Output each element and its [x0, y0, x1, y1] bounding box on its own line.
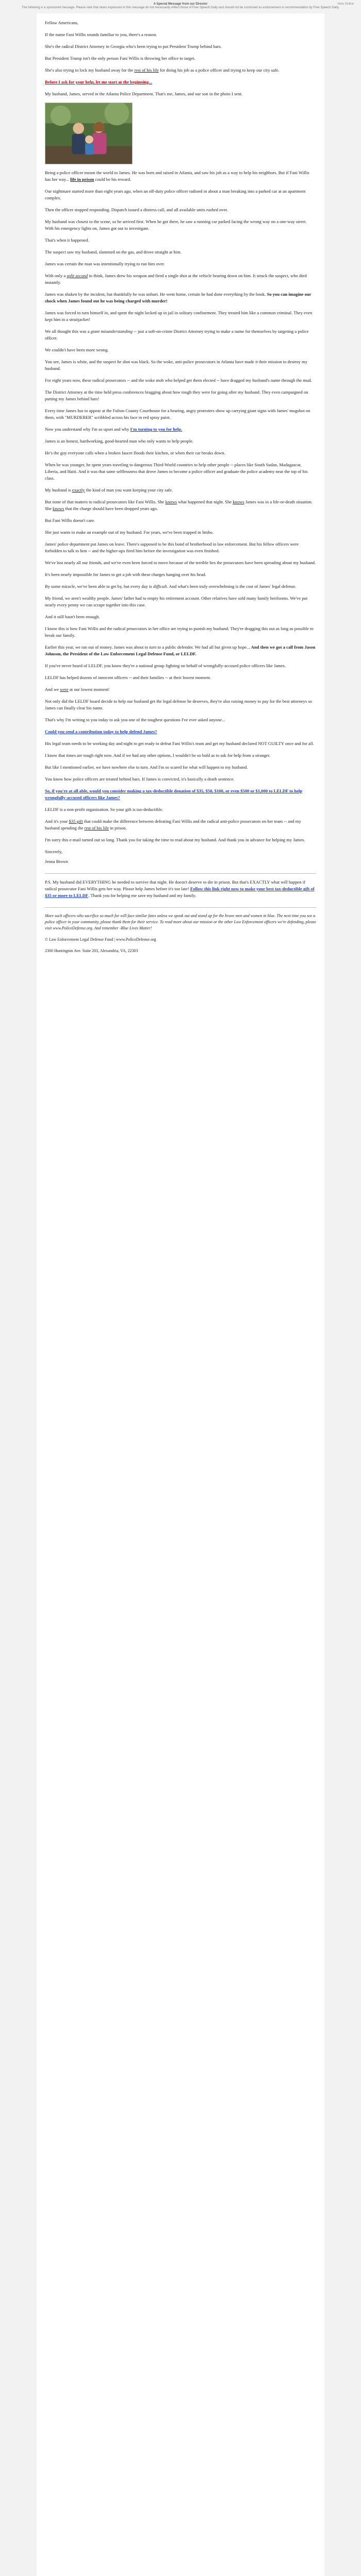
preheader-disclaimer: The following is a sponsored message. Please note that views expressed in this message do not necessarily reflect those of Free Speech Daily and should not be construed as endorsement or recommendation by Free Speech Daily. [22, 6, 339, 9]
paragraph: I know that times are tough right now. And if we had any other options, I wouldn't be so bold as to ask for help from a stranger. [45, 753, 271, 758]
view-online-link[interactable]: View Online [337, 3, 354, 6]
signature-block [45, 849, 316, 865]
paragraph: We couldn't have been more wrong. [45, 347, 109, 352]
paragraph: That's why I'm writing to you today to ask you one of the toughest questions I've ever asked anyone... [45, 717, 225, 722]
paragraph: Being a police officer meant the world to James. He was born and raised in Atlanta, and saw his job as a way to help his neighbors. But if Fani Willis has her way... life in prison could be his reward. [45, 170, 309, 182]
paragraph: My husband was closest to the scene, so he arrived first. When he got there, he saw a running car parked facing the wrong way on a one-way street. With his emergency lights on, James got out to investigate. [45, 219, 307, 231]
paragraph: Then the officer stopped responding. Dispatch issued a distress call, and all available units rushed over. [45, 207, 228, 212]
paragraph: His legal team needs to be working day and night to get ready to defeat Fani Willis's team and get my husband declared NOT GUILTY once and for all. [45, 741, 314, 746]
divider [45, 907, 316, 908]
paragraph: If you've never heard of LELDF, you know they're a national group fighting on behalf of wrongfully-accused police officers like James. [45, 663, 286, 668]
mission-note: More such officers who sacrifice so much for will face similar fates unless we speak out and stand up for the brave men and women in blue. The next time you see a police officer in your community, please thank them for their service. To read more about our mission or the other Law Enforcement officers we're defending, please visit www.PoliceDefense.org. And remember -Blue Lives Matter! [45, 913, 316, 930]
preheader-title: A Special Message from our Director [153, 3, 208, 6]
paragraph: And we were at our lowest moment! [45, 687, 110, 692]
paragraph: It's been nearly impossible for James to get a job with these charges hanging over his head. [45, 572, 206, 577]
paragraph: James is an honest, hardworking, good-hearted man who only wants to help people. [45, 438, 194, 444]
begin-story-link[interactable]: Before I ask for your help, let me start at the beginning... [45, 79, 152, 84]
paragraph: James was shaken by the incident, but thankfully he was unhurt. He went home, certain he had done everything by the book. So you can imagine our shock when James found out he was being charged with murder! [45, 292, 311, 303]
paragraph: James was certain the man was intentionally trying to run him over. [45, 261, 165, 266]
paragraph: I know this is how Fani Willis and the radical prosecutors in her office are trying to punish my husband. They're dragging this out as long as possible to break our family. [45, 626, 314, 638]
paragraph: By some miracle, we've been able to get by, but every day is difficult. And what's been truly overwhelming is the cost of James' legal defense. [45, 584, 297, 589]
paragraph: She's the radical District Attorney in Georgia who's been trying to put President Trump behind bars. [45, 44, 222, 49]
paragraph: My husband, James, served in the Atlanta Police Department. That's me, James, and our son in the photo I sent. [45, 91, 243, 96]
org-address: 2300 Huntington Ave. Suite 203, Alexandria, VA, 22303 [45, 948, 138, 953]
sponsored-notice [0, 3, 361, 10]
postscript: P.S. My husband did EVERYTHING he needed to survive that night. He doesn't deserve to die in prison. But that's EXACTLY what will happen if radical prosecutor Fani Willis gets her way. Please help James before it's too late! Follow this link right now to make your best tax-deductible gift of $35 or more to LELDF. Thank you for helping me save my husband and my family. [45, 879, 315, 898]
paragraph: But President Trump isn't the only person Fani Willis is throwing her office to target. [45, 56, 195, 61]
paragraph: We've lost nearly all our friends, and we've even been forced to move because of the terrible lies the prosecutors have been spreading about my husband. [45, 560, 316, 565]
paragraph: But Fani Willis doesn't care. [45, 518, 95, 523]
paragraph: Our nightmare started more than eight years ago, when an off-duty police officer radioed in about a man breaking into a parked car at an apartment complex. [45, 189, 306, 200]
greeting: Fellow Americans, [45, 20, 78, 25]
paragraph: When he was younger, he spent years traveling to dangerous Third-World countries to help other people -- places like South Sudan, Madagascar, Liberia, and Haiti. And it was that same selflessness that drove James to become a police officer and graduate the police academy near the top of his class. [45, 462, 308, 481]
paragraph: LELDF has helped dozens of innocent officers -- and their families -- at their lowest moment. [45, 675, 211, 680]
paragraph: She's also trying to lock my husband away for the rest of his life for doing his job as a police officer and trying to keep our city safe. [45, 67, 280, 73]
contribute-link[interactable]: Could you send a contribution today to help defend James? [45, 729, 157, 734]
paragraph: Earlier this year, we ran out of money. James was about to turn to a public defender. We had all but given up hope... And then we got a call from Jason Johnson, the President of the Law Enforcement Legal Defense Fund, or LELDF. [45, 645, 316, 656]
paragraph: For eight years now, these radical prosecutors -- and the woke mob who helped get them elected -- have dragged my husband's name through the mud. [45, 378, 312, 383]
paragraph: But like I mentioned earlier, we have nowhere else to turn. And I'm so scared for what will happen to my husband. [45, 765, 248, 770]
paragraph: We all thought this was a giant misunderstanding -- just a soft-on-crime District Attorney trying to make a name for themselves by targeting a police officer. [45, 329, 309, 341]
email-preheader [0, 0, 361, 13]
paragraph [45, 788, 316, 801]
paragraph: You see, James is white, and the suspect he shot was black. So the woke, anti-police prosecutors in Atlanta have made it their mission to destroy my husband. [45, 359, 307, 371]
paragraph: Now you understand why I'm so upset and why I'm turning to you for help. [45, 427, 183, 432]
paragraph: He's the guy everyone calls when a broken faucet floods their kitchen, or when their car breaks down. [45, 450, 225, 455]
paragraph: You know how police officers are treated behind bars. If James is convicted, it's basically a death sentence. [45, 776, 235, 782]
ps-donate-link[interactable]: Follow this link right now to make your best tax-deductible gift of $35 or more to LELDF [45, 886, 315, 898]
family-photo [45, 103, 133, 164]
paragraph: James was forced to turn himself in, and spent the night locked up in jail in solitary confinement. They treated him like a common criminal. They even kept him in a straitjacket! [45, 310, 313, 322]
paragraph: James' police department put James on leave. There's supposed to be this bond of brotherhood in law enforcement. But his fellow officers were forbidden to talk to him -- and the higher-ups fired him before the investigation was even finished. [45, 541, 299, 553]
paragraph: The District Attorney at the time held press conferences bragging about how tough they were for going after my husband. They even campaigned on putting my James behind bars! [45, 389, 308, 401]
paragraph: I'm sorry this e-mail turned out so long. Thank you for taking the time to read about my husband. And thank you in advance for helping my James. [45, 837, 305, 842]
paragraph [45, 728, 316, 735]
paragraph: My friend, we aren't wealthy people. James' father had to empty his retirement account. Other relatives have sold many family heirlooms. We've put nearly every penny we can scrape together into this case. [45, 596, 308, 607]
paragraph: And it still hasn't been enough. [45, 614, 100, 619]
paragraph: The suspect saw my husband, slammed on the gas, and drove straight at him. [45, 249, 182, 255]
org-copyright: © Law Enforcement Legal Defense Fund | www.PoliceDefense.org [45, 937, 156, 942]
paragraph: Every time James has to appear at the Fulton County Courthouse for a hearing, angry protesters show up carrying giant signs with James' mugshot on them, with "MURDERER" scribbled across his face in red spray paint. [45, 408, 310, 420]
donate-amounts-link[interactable]: So, if you're at all able, would you consider making a tax-deductible donation of $35, $50, $100, or even $500 or $1,000 to LELDF to help wrongfully-accused officers like James? [45, 788, 303, 800]
closing: Sincerely, [45, 849, 63, 854]
paragraph: And it's your $35 gift that could make the difference between defeating Fani Willis and the radical anti-police prosecutors on her team -- and my husband spending the rest of his life in prison. [45, 819, 301, 831]
email-body [37, 13, 324, 2576]
paragraph: That's when it happened. [45, 238, 89, 243]
paragraph: With only a split second to think, James drew his weapon and fired a single shot at the vehicle bearing down on him. It struck the suspect, who died instantly. [45, 273, 307, 285]
paragraph: But none of that matters to radical prosecutors like Fani Willis. She knows what happened that night. She knows James was in a life-or-death situation. She knows that the charge should have been dropped years ago. [45, 499, 313, 511]
divider [45, 873, 316, 874]
paragraph: Not only did the LELDF board decide to help our husband get the legal defense he deserves, they're also raising money to pay for the best attorneys so James can finally clear his name. [45, 699, 312, 710]
paragraph [45, 79, 316, 86]
paragraph: She just wants to make an example out of my husband. For years, we've been trapped in limbo. [45, 530, 214, 535]
signature: Jenna Brown [45, 859, 69, 864]
help-link[interactable]: I'm turning to you for help. [130, 427, 183, 432]
paragraph: If the name Fani Willis sounds familiar to you, there's a reason. [45, 32, 157, 37]
paragraph: My husband is exactly the kind of man you want keeping your city safe. [45, 487, 173, 493]
paragraph: LELDF is a non-profit organization. So your gift is tax-deductible. [45, 807, 163, 812]
